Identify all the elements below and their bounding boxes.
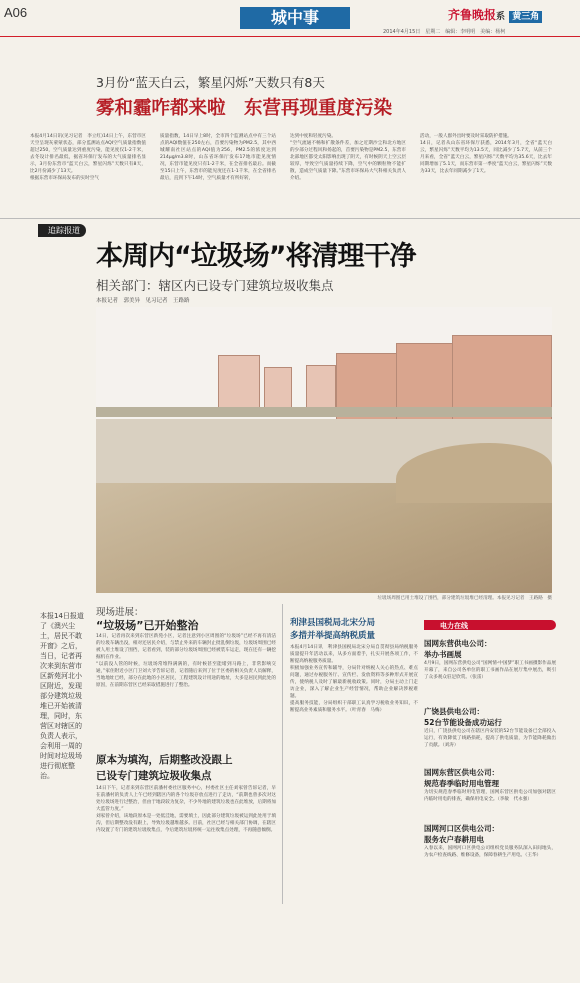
landfill-photo	[96, 307, 552, 593]
power-item-text: 4月9日，国网东营供电公司“国网情·中国梦”职工书画摄影作品展开幕了，来自公司各单位的职工书画作品在展厅集中展出，吸引了众多观众驻足欣赏。（张雷）	[424, 661, 556, 680]
story3-headline-2: 多措并举提高纳税质量	[290, 631, 376, 641]
tree-line	[96, 407, 552, 417]
story1-kicker: 3月份“蓝天白云，繁星闪烁”天数只有8天	[96, 75, 325, 90]
power-section-title: 电力在线	[440, 622, 468, 630]
power-item-title: 国网东营供电公司：	[424, 639, 492, 648]
power-item-title: 广饶县供电公司：	[424, 707, 484, 716]
story3-headline-1: 利津县国税局北宋分局	[290, 618, 376, 628]
story2-subhead: 相关部门：辖区内已设专门建筑垃圾收集点	[96, 278, 334, 293]
power-item-title2: 规范春季临时用电管理	[424, 779, 499, 788]
story1-headline: 雾和霾咋都来啦 东营再现重度污染	[96, 98, 393, 119]
story3-text: 本报4月14日讯 利津县国税局北宋分局自贯彻县局纳税服务质量提升年活动以来，从多方面着手，扎实开展各项工作，不断提高纳税服务质量。 积极加强业务宣传和辅导，分局针对纳税人关心的热点、难点问题，通过办税服务厅、宣传栏、发放资料等多种形式开展宣传，使纳税人及时了解最新税收政策。同时，分局主动上门走访企业，深入了解企业生产经营情况，帮助企业解决涉税难题。 提高服务技能，分局组织干部职工认真学习税收业务知识，不断提高业务素质和服务水平。（叶青春 马梅）	[290, 645, 418, 713]
section1-text: 14日，记者再次来到东营区新苑小区，记者注意到小区周围的“垃圾场”已经不再有清洁的垃圾车辆出没，相对还居民介绍，与禁止外来的车辆封止批乱倒垃圾，垃圾场周围已经被人用土堆设了围挡，记者看到，装的部分垃圾场周围已经被装车运走，现在还有一辆挖掘机在作业。 “以前没人管的时候，垃圾场常堆得满满的，有时候甚至能堵到马路上，非常影响交通，”家住附近小区门卫刘大爷告诉记者，记者随后来到了位于区委的相关负责人员解释，当地地址已经，部分在此地的小区居民，工程建筑设计用途的地址，大多是居民到此处的原因，在前期东营区已经采取措施进行了整治。	[96, 634, 276, 688]
story3-divider	[282, 604, 283, 904]
photo-caption: 垃圾场周围已用土堆设了围挡，部分建筑垃圾堆已经清理。本报见习记者 王路路 摄	[377, 596, 552, 601]
page-number: A06	[4, 5, 28, 20]
page-header	[0, 0, 580, 36]
power-item-text: 近日，广饶县供电公司在辖区内安装的52台节能设备已全部投入运行，有效降低了线路损耗，提高了供电质量，为节能降耗做出了贡献。（刘涛）	[424, 729, 556, 748]
power-item-title: 国网河口区供电公司：	[424, 824, 499, 833]
story1-col1: 本报4月14日讯(见习记者 李立红)14日上午，东营市区天空呈现灰蒙蒙状态，部分监测站点AQI空气质量指数值超过250，空气质量达到重度污染，能见度仅1-2千米，去冬设计排名最低，据省环保厅发布的大气质量排名显示，3月份东营市“蓝天白云，繁星闪烁”天数只有8天，比2月份减少了13天。 根据东营市环保局发布的实时空气	[30, 134, 146, 181]
story2-byline: 本报记者 郭美异 见习记者 王路路	[96, 298, 190, 304]
story2-headline: 本周内“垃圾场”将清理干净	[96, 241, 416, 272]
tracking-tag-label: 追踪报道	[48, 226, 80, 235]
section2-headline: 已设专门建筑垃圾收集点	[96, 770, 212, 782]
date-line: 2014年4月15日 星期二 编辑：李明明 美编：杨柯	[383, 29, 506, 35]
section2-title: 原本为填沟，后期整改没跟上	[96, 754, 233, 766]
story1-col4: 活动，一般人群外出时要及时采取防护措施。 14日，记者从山东省环保厅获悉，2014年3月，全省“蓝天白云，繁星闪烁”天数平均为13.5天，同比减少了5.7天，从前三个月来看，全省“蓝天白云，繁星闪烁”天数平均为35.6天，比去年同期增加了5.1天，而东营市第一季度“蓝天白云，繁星闪烁”天数为33天，比去年同期减少了1天。	[420, 134, 552, 174]
power-item	[424, 767, 556, 819]
story1-divider	[0, 218, 580, 219]
section1-title: 现场进展：	[96, 607, 144, 618]
section-banner: 城中事	[240, 7, 350, 29]
masthead-suffix: 系	[496, 12, 506, 22]
power-item-title2: 服务农户春耕用电	[424, 835, 484, 844]
header-rule	[0, 36, 580, 37]
story1-col2: 质量指数，14日早上8时，全市四个监测站点中有三个站点的AQI数值在250左右，首要污染物为PM2.5，其中西城耀南社区站点的AQI值为256，PM2.5的浓度达到214μg/m3.8时，山东省环保厅发布17地市能见度情况，东营市能见度只有1-2千米，在全省排名最后。而截至15日上午，东营市的能见度还在1-1千米，在全省排名最后，直到下午14时，空气质量才有所好转，	[160, 134, 276, 181]
masthead	[448, 6, 542, 23]
edition-badge: 黄三角	[509, 11, 542, 23]
power-list	[424, 638, 556, 904]
power-item	[424, 706, 556, 763]
power-item-text: 为切实规范春季临时用电管理，国网东营区供电公司加强对辖区内临时用电的排查，确保用电安全。（李敏 代永强）	[424, 790, 556, 802]
tracking-tag	[38, 224, 86, 237]
sidebar-note: 本报14日报道了《澳兴尘土，居民不敢开窗》之后，当日，记者再次来到东营市区新苑河北小区附近，发现部分建筑垃圾堆已开始被清理，同时，东营区对辖区的负责人表示，会利用一周的时间对垃圾场进行彻底整治。	[40, 612, 84, 780]
power-item	[424, 823, 556, 885]
story1-col3: 达到中度和轻度污染。 “空气流通不畅和扩散条件差，加之近期沙尘和北方地区的少部分过程风和扬起的，首要污染物是PM2.5，东营市北部地区都受太阳影响出现了阴天，有时候阴天上空云层较厚，导致空气质量持续下降，空气中的颗粒物不能扩散，造成空气质量下降。”东营市环保局大气科相关负责人介绍。	[290, 134, 406, 181]
power-item-title: 国网东营区供电公司：	[424, 768, 499, 777]
masthead-title: 齐鲁晚报	[448, 8, 497, 22]
power-item	[424, 638, 556, 702]
section1-headline: “垃圾场”已开始整治	[96, 619, 199, 632]
section2-text: 14日下午，记者来到东营区前潘村委社区服务中心，村委社区主任刘家曾告诉记者，早在前潘村的负责人上午已经到辖区内的各个垃圾存放点进行了走访，“前期也曾多次对这处垃圾场进行过整治，但由于地段较为复杂，不少外地的建筑垃圾也在此堆放，后期将加大监管力度。” 刘家曾介绍，该地段原本是一处低洼地，需要填土，因此部分建筑垃圾被运到此处用于填沟，但后期整改没有跟上，导致垃圾越堆越多。目前，社区已经与相关部门协调，在辖区内设置了专门的建筑垃圾收集点，今后建筑垃圾将统一运往收集点处理，不再随意倾倒。	[96, 786, 276, 833]
power-item-text: 入春以来，国网河口区供电公司组织党员服务队深入田间地头，为农户检查线路、维修设备，保障春耕生产用电。（王华）	[424, 846, 556, 858]
power-item-title2: 举办书画展	[424, 650, 462, 659]
power-item-title2: 52台节能设备成功运行	[424, 718, 502, 727]
